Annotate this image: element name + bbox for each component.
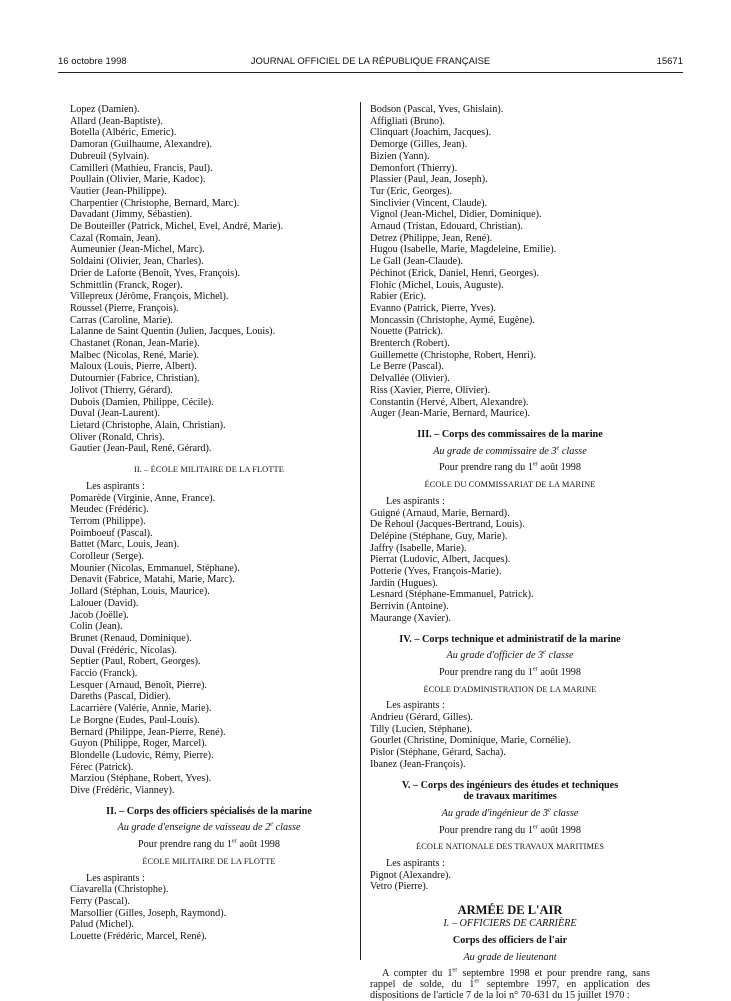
list-item: Andrieu (Gérard, Gilles). xyxy=(370,712,473,724)
list-item: Le Berre (Pascal). xyxy=(370,361,444,373)
list-item: Pierrat (Ludovic, Albert, Jacques). xyxy=(370,554,511,566)
list-item: Lesquer (Arnaud, Benoît, Pierre). xyxy=(70,679,207,691)
list-item: Bizien (Yann). xyxy=(370,150,430,162)
list-item: Dareths (Pascal, Didier). xyxy=(70,691,171,703)
grade-line: Au grade d'officier de 3e classe xyxy=(446,648,574,662)
list-item: Brenterch (Robert). xyxy=(370,338,450,350)
list-item: Roussel (Pierre, François). xyxy=(70,302,179,314)
header-journal-title: JOURNAL OFFICIEL DE LA RÉPUBLIQUE FRANÇAISE xyxy=(250,56,491,67)
list-item: Soldaini (Olivier, Jean, Charles). xyxy=(70,256,204,268)
list-item: Allard (Jean-Baptiste). xyxy=(70,115,163,127)
ecole-name: ÉCOLE MILITAIRE DE LA FLOTTE xyxy=(142,856,276,866)
corps-title: V. – Corps des ingénieurs des études et techniques xyxy=(401,779,619,791)
list-item: Colin (Jean). xyxy=(70,621,123,633)
list-item: Férec (Patrick). xyxy=(70,761,134,773)
list-item: Poullain (Olivier, Marie, Kadoc). xyxy=(70,174,206,186)
name-list xyxy=(370,712,650,771)
rang-line: Pour prendre rang du 1er août 1998 xyxy=(438,665,581,678)
corps-title: II. – Corps des officiers spécialisés de la marine xyxy=(106,805,312,817)
list-item: Nouette (Patrick). xyxy=(370,326,443,338)
list-item: Terrom (Philippe). xyxy=(70,515,146,527)
corps-title-continued: de travaux maritimes xyxy=(463,791,557,803)
name-list xyxy=(70,493,348,797)
list-item: Auger (Jean-Marie, Bernard, Maurice). xyxy=(370,408,531,420)
list-item: Dutournier (Fabrice, Christian). xyxy=(70,373,200,385)
list-item: Jardin (Hugues). xyxy=(370,577,438,589)
list-item: Davadant (Jimmy, Sébastien). xyxy=(70,209,193,221)
list-item: Clinquart (Joachim, Jacques). xyxy=(370,127,492,139)
list-item: Jollard (Stéphan, Louis, Maurice). xyxy=(70,586,210,598)
list-item: Affigliati (Bruno). xyxy=(370,115,446,127)
list-item: Denavit (Fabrice, Matahi, Marie, Marc). xyxy=(70,574,235,586)
list-item: Bodson (Pascal, Yves, Ghislain). xyxy=(370,104,504,115)
grade-line: Au grade d'enseigne de vaisseau de 2e classe xyxy=(117,821,301,834)
list-item: Delvallée (Olivier). xyxy=(370,373,450,385)
header-page-number: 15671 xyxy=(656,56,683,67)
list-item: Lalanne de Saint Quentin (Julien, Jacques, Louis). xyxy=(70,326,276,338)
list-item: Lalouer (David). xyxy=(70,597,139,609)
list-item: Duval (Frédéric, Nicolas). xyxy=(70,644,177,656)
list-item: Dive (Frédéric, Vianney). xyxy=(70,785,175,797)
list-item: Lacarrière (Valérie, Annie, Marie). xyxy=(70,703,212,715)
grade-line: Au grade d'ingénieur de 3e classe xyxy=(441,806,579,819)
list-item: Ferry (Pascal). xyxy=(70,896,130,907)
list-item: Battet (Marc, Louis, Jean). xyxy=(70,539,180,551)
name-list xyxy=(370,508,650,625)
list-item: Delépine (Stéphane, Guy, Marie). xyxy=(370,530,508,542)
grade-line: Au grade de commissaire de 3e classe xyxy=(433,444,587,457)
list-item: Flohic (Michel, Louis, Auguste). xyxy=(370,279,504,291)
list-item: Drier de Laforte (Benoît, Yves, François). xyxy=(70,267,241,279)
list-item: Villepreux (Jérôme, François, Michel). xyxy=(70,291,229,303)
list-item: Schmittlin (Franck, Roger). xyxy=(70,279,183,291)
list-item: De Rehoul (Jacques-Bertrand, Louis). xyxy=(370,519,525,531)
list-item: Guillemette (Christophe, Robert, Henri). xyxy=(370,349,536,361)
list-item: Tur (Eric, Georges). xyxy=(370,185,453,197)
list-item: Lopez (Damien). xyxy=(70,104,140,115)
list-item: Maloux (Louis, Pierre, Albert). xyxy=(70,361,197,373)
list-item: Botella (Albéric, Emeric). xyxy=(70,127,177,139)
list-item: Evanno (Patrick, Pierre, Yves). xyxy=(370,302,496,314)
list-item: Maurange (Xavier). xyxy=(370,612,451,624)
name-list xyxy=(370,104,650,420)
list-item: Arnaud (Tristan, Edouard, Christian). xyxy=(370,221,523,233)
list-item: Ibanez (Jean-François). xyxy=(370,758,466,770)
list-item: Dubois (Damien, Philippe, Cécile). xyxy=(70,396,214,408)
column-divider xyxy=(360,102,361,960)
corps-title: Corps des officiers de l'air xyxy=(452,934,568,946)
section-title: II. – ÉCOLE MILITAIRE DE LA FLOTTE xyxy=(134,465,284,475)
list-item: De Bouteiller (Patrick, Michel, Evel, André, Marie). xyxy=(70,221,284,233)
aspirants-label: Les aspirants : xyxy=(86,480,145,492)
list-item: Bernard (Philippe, Jean-Pierre, René). xyxy=(70,726,226,738)
list-item: Pignot (Alexandre). xyxy=(370,869,451,881)
list-item: Le Borgne (Eudes, Paul-Louis). xyxy=(70,714,200,726)
list-item: Tilly (Lucien, Stéphane). xyxy=(370,723,473,735)
list-item: Vetro (Pierre). xyxy=(370,881,429,893)
list-item: Demorge (Gilles, Jean). xyxy=(370,139,468,151)
page-header xyxy=(58,56,683,70)
list-item: Guigné (Arnaud, Marie, Bernard). xyxy=(370,507,510,519)
list-item: Gourlet (Christine, Dominique, Marie, Cornélie). xyxy=(370,735,571,747)
list-item: Charpentier (Christophe, Bernard, Marc). xyxy=(70,197,240,209)
list-item: Vautier (Jean-Philippe). xyxy=(70,185,167,197)
header-rule xyxy=(58,72,683,73)
armee-title: ARMÉE DE L'AIR xyxy=(457,903,563,918)
aspirants-label: Les aspirants : xyxy=(386,700,445,712)
list-item: Potterie (Yves, François-Marie). xyxy=(370,566,502,578)
list-item: Jacob (Joëlle). xyxy=(70,609,129,621)
list-item: Blondelle (Ludovic, Rémy, Pierre). xyxy=(70,749,214,761)
list-item: Guyon (Philippe, Roger, Marcel). xyxy=(70,738,208,750)
list-item: Riss (Xavier, Pierre, Olivier). xyxy=(370,384,491,396)
list-item: Malbec (Nicolas, René, Marie). xyxy=(70,349,199,361)
left-column xyxy=(70,104,348,943)
list-item: Palud (Michel). xyxy=(70,919,134,931)
list-item: Marsollier (Gilles, Joseph, Raymond). xyxy=(70,907,227,919)
rang-line: Pour prendre rang du 1er août 1998 xyxy=(438,823,581,836)
aspirants-label: Les aspirants : xyxy=(386,858,445,870)
list-item: Marziou (Stéphane, Robert, Yves). xyxy=(70,773,212,785)
list-item: Jolivot (Thierry, Gérard). xyxy=(70,384,173,396)
list-item: Mounier (Nicolas, Emmanuel, Stéphane). xyxy=(70,562,240,574)
list-item: Lietard (Christophe, Alain, Christian). xyxy=(70,419,226,431)
list-item: Pislor (Stéphane, Gérard, Sacha). xyxy=(370,747,506,759)
list-item: Faccio (Franck). xyxy=(70,668,138,680)
list-item: Meudec (Frédéric). xyxy=(70,504,149,516)
aspirants-label: Les aspirants : xyxy=(386,495,445,507)
ecole-name: ÉCOLE D'ADMINISTRATION DE LA MARINE xyxy=(423,684,597,694)
list-item: Detrez (Philippe, Jean, René). xyxy=(370,232,493,244)
list-item: Demonfort (Thierry). xyxy=(370,162,458,174)
list-item: Vignol (Jean-Michel, Didier, Dominique). xyxy=(370,209,542,221)
rang-line: Pour prendre rang du 1er août 1998 xyxy=(137,837,280,851)
list-item: Sinclivier (Vincent, Claude). xyxy=(370,197,488,209)
list-item: Cazal (Romain, Jean). xyxy=(70,232,161,244)
rang-line: Pour prendre rang du 1er août 1998 xyxy=(438,461,581,474)
officiers-title: I. – OFFICIERS DE CARRIÈRE xyxy=(443,918,577,930)
name-list xyxy=(370,870,650,893)
aspirants-label: Les aspirants : xyxy=(86,872,145,884)
ecole-name: ÉCOLE NATIONALE DES TRAVAUX MARITIMES xyxy=(416,842,604,852)
list-item: Carras (Caroline, Marie). xyxy=(70,314,173,326)
list-item: Damoran (Guilhaume, Alexandre). xyxy=(70,139,213,151)
list-item: Corolleur (Serge). xyxy=(70,551,144,563)
list-item: Louette (Frédéric, Marcel, René). xyxy=(70,931,207,943)
list-item: Plassier (Paul, Jean, Joseph). xyxy=(370,174,488,186)
list-item: Chastanet (Ronan, Jean-Marie). xyxy=(70,338,200,350)
list-item: Péchinot (Erick, Daniel, Henri, Georges). xyxy=(370,267,539,279)
list-item: Brunet (Renaud, Dominique). xyxy=(70,632,192,644)
list-item: Lesnard (Stéphane-Emmanuel, Patrick). xyxy=(370,589,534,601)
ecole-name: ÉCOLE DU COMMISSARIAT DE LA MARINE xyxy=(424,480,596,490)
list-item: Pomarède (Virginie, Anne, France). xyxy=(70,492,216,504)
list-item: Camilleri (Mathieu, Francis, Paul). xyxy=(70,162,213,174)
name-list xyxy=(70,884,348,943)
list-item: Hugou (Isabelle, Marie, Magdeleine, Emilie). xyxy=(370,244,557,256)
right-column xyxy=(370,104,650,1001)
name-list xyxy=(70,104,348,455)
list-item: Le Gall (Jean-Claude). xyxy=(370,256,464,268)
list-item: Poimboeuf (Pascal). xyxy=(70,527,153,539)
list-item: Dubreuil (Sylvain). xyxy=(70,150,150,162)
list-item: Septier (Paul, Robert, Georges). xyxy=(70,656,201,668)
list-item: Duval (Jean-Laurent). xyxy=(70,408,160,420)
list-item: Ciavarella (Christophe). xyxy=(70,884,169,896)
list-item: Moncassin (Christophe, Aymé, Eugène). xyxy=(370,314,535,326)
list-item: Berrivin (Antoine). xyxy=(370,601,449,613)
list-item: Rabier (Eric). xyxy=(370,291,427,303)
list-item: Oliver (Ronald, Chris). xyxy=(70,431,165,443)
header-date: 16 octobre 1998 xyxy=(58,56,127,67)
list-item: Aumeunier (Jean-Michel, Marc). xyxy=(70,244,205,256)
list-item: Constantin (Hervé, Albert, Alexandre). xyxy=(370,396,529,408)
decree-paragraph: A compter du 1er septembre 1998 et pour prendre rang, sans rappel de solde, du 1er septembre 1997, en application des dispositions de l'article 7 de la loi n° 70-631 du 15 juillet 1970 : xyxy=(370,966,650,1001)
corps-title: III. – Corps des commissaires de la marine xyxy=(417,428,603,440)
corps-title: IV. – Corps technique et administratif de la marine xyxy=(399,633,621,645)
grade-line: Au grade de lieutenant xyxy=(463,951,557,963)
list-item: Jaffry (Isabelle, Marie). xyxy=(370,542,467,554)
list-item: Gautier (Jean-Paul, René, Gérard). xyxy=(70,443,212,455)
